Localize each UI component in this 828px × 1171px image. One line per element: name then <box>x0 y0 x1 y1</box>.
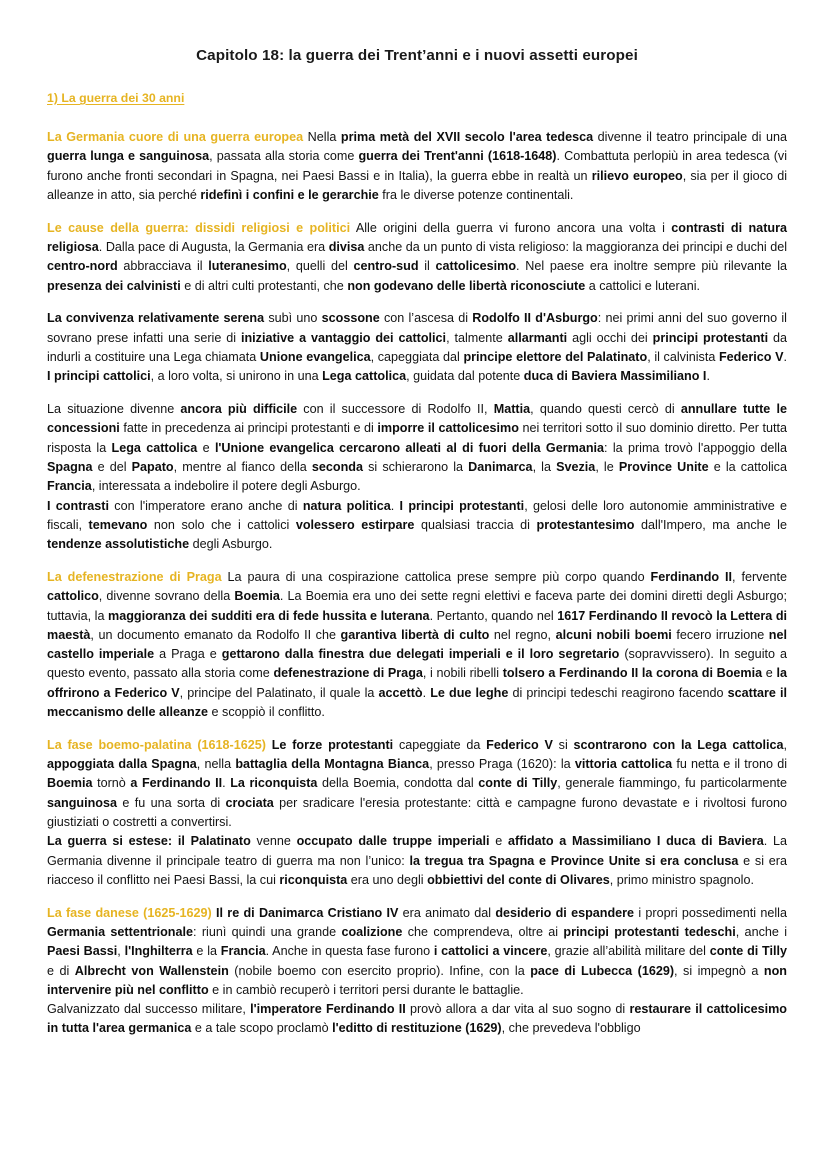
paragraph-contrasti-politici: I contrasti con l'imperatore erano anche di natura politica. I principi protestanti, gelosi delle loro autonomie amministrative e fiscali, temevano non solo che i cattolici volessero estirpare qualsiasi traccia di protestantesimo dall'Impero, ma anche le tendenze assolutistiche degli Asburgo. <box>47 498 787 552</box>
paragraph-situazione-difficile: La situazione divenne ancora più difficile con il successore di Rodolfo II, Mattia, quando questi cercò di annullare tutte le concessioni fatte in precedenza ai principi protestanti e di imporre il cattolicesimo nei territori sotto il suo dominio diretto. Per tutta risposta la Lega cattolica e l'Unione evangelica cercarono alleati al di fuori della Germania: la prima trovò l'appoggio della Spagna e del Papato, mentre al fianco della seconda si schierarono la Danimarca, la Svezia, le Province Unite e la cattolica Francia, interessata a indebolire il potere degli Asburgo. <box>47 402 788 494</box>
paragraph-fase-boemo-palatina: La fase boemo-palatina (1618-1625) Le forze protestanti capeggiate da Federico V si scontrarono con la Lega cattolica, appoggiata dalla Spagna, nella battaglia della Montagna Bianca, presso Praga (1620): la vittoria cattolica fu netta e il trono di Boemia tornò a Ferdinando II. La riconquista della Boemia, condotta dal conte di Tilly, generale fiammingo, fu particolarmente sanguinosa e fu una sorta di crociata per sradicare l'eresia protestante: città e campagne furono devastate e i rivoltosi furono giustiziati o costretti a convertirsi. <box>47 737 788 829</box>
paragraph-guerra-si-estese: La guerra si estese: il Palatinato venne occupato dalle truppe imperiali e affidato a Massimiliano I duca di Baviera. La Germania divenne il principale teatro di guerra ma non l’unico: la tregua tra Spagna e Province Unite si era conclusa e si era riacceso il conflitto nei Paesi Bassi, la cui riconquista era uno degli obbiettivi del conte di Olivares, primo ministro spagnolo. <box>47 834 787 887</box>
paragraph-lead: La fase boemo-palatina (1618-1625) <box>47 737 266 752</box>
paragraph-lead: La fase danese (1625-1629) <box>47 905 212 920</box>
paragraph-cause-della-guerra: Le cause della guerra: dissidi religiosi e politici Alle origini della guerra vi furono ancora una volta i contrasti di natura religiosa. Dalla pace di Augusta, la Germania era divisa anche da un punto di vista religioso: la maggioranza dei principi e duchi del centro-nord abbracciava il luteranesimo, quelli del centro-sud il cattolicesimo. Nel paese era inoltre sempre più rilevante la presenza dei calvinisti e di altri culti protestanti, che non godevano delle libertà riconosciute a cattolici e luterani. <box>47 220 788 293</box>
paragraph-lead: La defenestrazione di Praga <box>47 569 222 584</box>
document-body <box>47 128 787 1039</box>
paragraph-lead: La Germania cuore di una guerra europea <box>47 129 304 144</box>
paragraph-lead: Le cause della guerra: dissidi religiosi e politici <box>47 220 351 235</box>
paragraph-convivenza-serena: La convivenza relativamente serena subì uno scossone con l’ascesa di Rodolfo II d'Asburgo: nei primi anni del suo governo il sovrano prese infatti una serie di iniziative a vantaggio dei cattolici, talmente allarmanti agli occhi dei principi protestanti da indurli a costituire una Lega chiamata Unione evangelica, capeggiata dal principe elettore del Palatinato, il calvinista Federico V. I principi cattolici, a loro volta, si unirono in una Lega cattolica, guidata dal potente duca di Baviera Massimiliano I. <box>47 311 788 384</box>
paragraph-defenestrazione-praga: La defenestrazione di Praga La paura di una cospirazione cattolica prese sempre più corpo quando Ferdinando II, fervente cattolico, divenne sovrano della Boemia. La Boemia era uno dei sette regni elettivi e faceva parte dei domini diretti degli Asburgo; tuttavia, la maggioranza dei sudditi era di fede hussita e luterana. Pertanto, quando nel 1617 Ferdinando II revocò la Lettera di maestà, un documento emanato da Rodolfo II che garantiva libertà di culto nel regno, alcuni nobili boemi fecero irruzione nel castello imperiale a Praga e gettarono dalla finestra due delegati imperiali e il loro segretario (sopravvissero). In seguito a questo evento, passato alla storia come defenestrazione di Praga, i nobili ribelli tolsero a Ferdinando II la corona di Boemia e la offrirono a Federico V, principe del Palatinato, il quale la accettò. Le due leghe di principi tedeschi reagirono facendo scattare il meccanismo delle alleanze e scoppiò il conflitto. <box>47 569 788 719</box>
paragraph-germania-cuore: La Germania cuore di una guerra europea Nella prima metà del XVII secolo l'area tedesca divenne il teatro principale di una guerra lunga e sanguinosa, passata alla storia come guerra dei Trent'anni (1618-1648). Combattuta perlopiù in area tedesca (vi furono anche fronti secondari in Spagna, nei Paesi Bassi e in Italia), la guerra ebbe in realtà un rilievo europeo, sia per il gioco di alleanze in atto, sia perché ridefinì i confini e le gerarchie fra le diverse potenze continentali. <box>47 129 787 202</box>
page-title: Capitolo 18: la guerra dei Trent’anni e i nuovi assetti europei <box>196 47 638 64</box>
paragraph-fase-danese: La fase danese (1625-1629) Il re di Danimarca Cristiano IV era animato dal desiderio di espandere i propri possedimenti nella Germania settentrionale: riunì quindi una grande coalizione che comprendeva, oltre ai principi protestanti tedeschi, anche i Paesi Bassi, l'Inghilterra e la Francia. Anche in questa fase furono i cattolici a vincere, grazie all’abilità militare del conte di Tilly e di Albrecht von Wallenstein (nobile boemo con esercito proprio). Infine, con la pace di Lubecca (1629), si impegnò a non intervenire più nel conflitto e in cambiò recuperò i territori persi durante le battaglie. <box>47 905 788 997</box>
paragraph-editto-restituzione: Galvanizzato dal successo militare, l'imperatore Ferdinando II provò allora a dar vita al suo sogno di restaurare il cattolicesimo in tutta l'area germanica e a tale scopo proclamò l'editto di restituzione (1629), che prevedeva l'obbligo <box>47 1002 788 1036</box>
section-heading: 1) La guerra dei 30 anni <box>47 91 185 105</box>
